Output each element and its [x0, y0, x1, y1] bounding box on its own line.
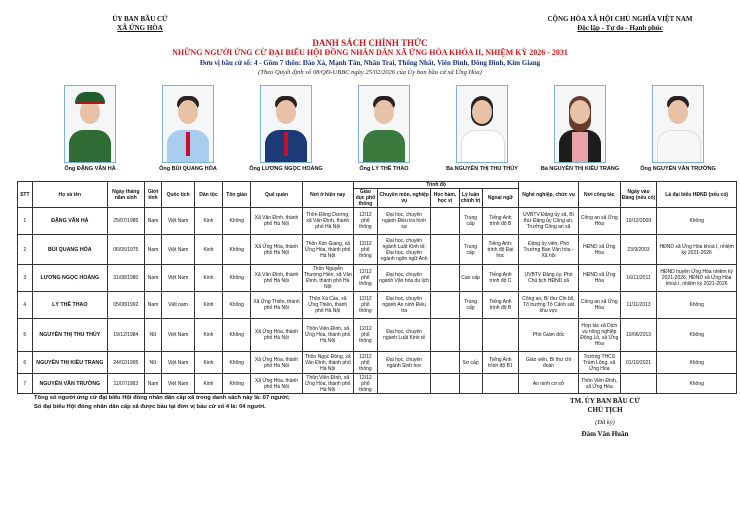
col-political: Lý luận chính trị — [459, 189, 482, 208]
cell-name: LÝ THẾ THAO — [32, 292, 107, 319]
cell-stt: 7 — [18, 374, 33, 394]
cell-hometown: Xã Ứng Hòa, thành phố Hà Nội — [251, 352, 302, 374]
cell-language: Tiếng Anh: trình độ Đại học — [482, 235, 519, 265]
candidate-table — [17, 181, 737, 394]
cell-general-edu: 12/12 phổ thông — [353, 352, 377, 374]
cell-workplace: Công an xã Ứng Hòa — [578, 208, 620, 235]
cell-delegate: Không — [657, 292, 737, 319]
document-subtitle: NHỮNG NGƯỜI ỨNG CỬ ĐẠI BIỂU HỘI ĐỒNG NHÂN DÂN XÃ ỨNG HÒA KHÓA II, NHIỆM KỲ 2026 - 2031 — [172, 48, 568, 57]
cell-party-date: 11/11/2013 — [620, 292, 657, 319]
cell-occupation: UVBTV Đảng ủy xã, Bí thư Đảng ủy Công an, Trưởng Công an xã — [519, 208, 579, 235]
cell-nationality: Việt Nam — [162, 374, 194, 394]
cell-ethnicity: Kinh — [194, 235, 222, 265]
cell-occupation: UVBTV Đảng ủy, Phó Chủ tịch HĐND xã — [519, 265, 579, 292]
candidate-photo-card — [628, 85, 728, 172]
candidate-portrait — [554, 85, 606, 163]
cell-residence: Thôn Xà Cầu, xã Ứng Thiên, thành phố Hà Nội — [302, 292, 353, 319]
candidate-caption: Ông ĐẶNG VĂN HÀ — [64, 166, 116, 172]
issuer-header — [80, 15, 200, 33]
cell-workplace: HĐND xã Ứng Hòa — [578, 265, 620, 292]
cell-language — [482, 374, 519, 394]
cell-gender: Nữ — [144, 352, 162, 374]
cell-name: NGUYỄN THỊ THU THỦY — [32, 319, 107, 352]
cell-political: Sơ cấp — [459, 352, 482, 374]
cell-language: Tiếng Anh trình độ B — [482, 208, 519, 235]
cell-general-edu: 12/12 phổ thông — [353, 374, 377, 394]
cell-dob: 05/08/1992 — [107, 292, 144, 319]
cell-gender: Nam — [144, 235, 162, 265]
col-stt: STT — [18, 182, 33, 208]
col-gender: Giới tính — [144, 182, 162, 208]
cell-party-date: 01/10/2021 — [620, 352, 657, 374]
cell-academic — [431, 374, 459, 394]
col-language: Ngoại ngữ — [482, 189, 519, 208]
cell-specialty: Đại học, chuyên ngành Luật Kinh tế; Đại học, chuyên ngành ngôn ngữ Anh — [377, 235, 430, 265]
cell-political: Trung cấp — [459, 292, 482, 319]
col-general-edu: Giáo dục phổ thông — [353, 189, 377, 208]
cell-nationality: Việt Nam — [162, 265, 194, 292]
candidate-photos — [40, 85, 716, 175]
cell-language: Tiếng Anh trình độ B — [482, 292, 519, 319]
cell-delegate: Không — [657, 208, 737, 235]
col-nationality: Quốc tịch — [162, 182, 194, 208]
cell-language: Tiếng Anh trình độ B1 — [482, 352, 519, 374]
cell-religion: Không — [223, 208, 251, 235]
cell-workplace: Hợp tác xã Dịch vụ nông nghiệp Đông Lỗ, xã Ứng Hòa — [578, 319, 620, 352]
cell-academic — [431, 235, 459, 265]
cell-dob: 19/12/1984 — [107, 319, 144, 352]
cell-academic — [431, 208, 459, 235]
cell-political: Cao cấp — [459, 265, 482, 292]
cell-delegate: HĐND huyện Ứng Hòa nhiệm kỳ 2021-2026; HĐND xã Ứng Hòa khoá I, nhiệm kỳ 2021-2026 — [657, 265, 737, 292]
signature-org: TM. ỦY BAN BẦU CỬ — [569, 397, 641, 405]
cell-occupation: Đảng ủy viên, Phó Trưởng Ban Văn hóa - Xã hội — [519, 235, 579, 265]
cell-stt: 2 — [18, 235, 33, 265]
cell-dob: 24/02/1995 — [107, 352, 144, 374]
cell-name: ĐẶNG VĂN HÀ — [32, 208, 107, 235]
cell-political — [459, 374, 482, 394]
cell-name: LƯƠNG NGỌC HOÀNG — [32, 265, 107, 292]
candidate-photo-card — [530, 85, 630, 172]
cell-academic — [431, 352, 459, 374]
issuer-line-1: ỦY BAN BẦU CỬ — [112, 15, 168, 23]
cell-specialty: Đại học, chuyên ngành Điều tra hình sự — [377, 208, 430, 235]
cell-religion: Không — [223, 374, 251, 394]
cell-gender: Nam — [144, 265, 162, 292]
national-title: CỘNG HÒA XÃ HỘI CHỦ NGHĨA VIỆT NAM — [547, 15, 693, 23]
table-row — [18, 352, 737, 374]
cell-delegate: Không — [657, 319, 737, 352]
cell-dob: 31/08/1980 — [107, 265, 144, 292]
col-religion: Tôn giáo — [223, 182, 251, 208]
document-title: DANH SÁCH CHÍNH THỨC — [312, 38, 428, 48]
col-education-group: Trình độ — [353, 182, 518, 189]
cell-stt: 4 — [18, 292, 33, 319]
cell-ethnicity: Kinh — [194, 352, 222, 374]
cell-occupation: Giáo viên, Bí thư chi đoàn — [519, 352, 579, 374]
cell-stt: 3 — [18, 265, 33, 292]
cell-political: Trung cấp — [459, 208, 482, 235]
signature-block — [520, 397, 690, 439]
cell-name: NGUYỄN VĂN TRƯỜNG — [32, 374, 107, 394]
candidate-portrait — [456, 85, 508, 163]
summary-notes — [34, 394, 290, 411]
cell-gender: Nam — [144, 292, 162, 319]
cell-ethnicity: Kinh — [194, 265, 222, 292]
constituency-info: Đơn vị bầu cử số: 4 - Gồm 7 thôn: Đào Xá, Mạnh Tân, Nhân Trai, Thống Nhất, Viên Đình, Đông Đình, Kim Giang — [199, 59, 541, 67]
cell-residence: Thôn Ngọc Động, xã Vân Đình, thành phố Hà Nội — [302, 352, 353, 374]
candidate-portrait — [64, 85, 116, 163]
cell-religion: Không — [223, 235, 251, 265]
candidate-photo-card — [334, 85, 434, 172]
cell-specialty: Đại học, chuyên ngành Luật Kinh tế — [377, 319, 430, 352]
cell-name: NGUYỄN THỊ KIỀU TRANG — [32, 352, 107, 374]
cell-general-edu: 12/12 phổ thông — [353, 292, 377, 319]
col-party-date: Ngày vào Đảng (nếu có) — [620, 182, 657, 208]
cell-nationality: Việt Nam — [162, 235, 194, 265]
cell-occupation: Công an, Bí thư Chi bộ, Tổ trưởng Tổ Cảnh sát khu vực — [519, 292, 579, 319]
col-dob: Ngày tháng năm sinh — [107, 182, 144, 208]
candidate-caption: Ông NGUYỄN VĂN TRƯỜNG — [640, 166, 716, 172]
candidate-portrait — [358, 85, 410, 163]
candidate-portrait — [260, 85, 312, 163]
national-motto: Độc lập - Tự do - Hạnh phúc — [577, 24, 663, 32]
cell-general-edu: 12/12 phổ thông — [353, 235, 377, 265]
cell-workplace: HĐND xã Ứng Hòa — [578, 235, 620, 265]
cell-gender: Nữ — [144, 319, 162, 352]
table-row — [18, 208, 737, 235]
candidate-portrait — [652, 85, 704, 163]
cell-residence: Thôn Viên Đình, xã Ứng Hòa, thành phố Hà Nội — [302, 374, 353, 394]
seats-note: Số đại biểu Hội đồng nhân dân cấp xã được bầu tại đơn vị bầu cử số 4 là: 04 người. — [34, 403, 266, 410]
cell-delegate: Không — [657, 352, 737, 374]
cell-nationality: Việt Nam — [162, 352, 194, 374]
cell-workplace: Công an xã Ứng Hòa — [578, 292, 620, 319]
cell-delegate: HĐND xã Ứng Hòa khoá I, nhiệm kỳ 2021-2026 — [657, 235, 737, 265]
cell-specialty: Đại học, chuyên ngành An ninh Điều tra — [377, 292, 430, 319]
cell-residence: Thôn Nguyễn Thượng Hiền, xã Vân Đình, thành phố Hà Nội — [303, 266, 352, 290]
candidate-portrait — [162, 85, 214, 163]
cell-dob: 11/07/1983 — [107, 374, 144, 394]
cell-party-date: 10/12/2009 — [620, 208, 657, 235]
cell-nationality: Việt nam — [162, 292, 194, 319]
cell-gender: Nam — [144, 208, 162, 235]
cell-nationality: Việt Nam — [162, 319, 194, 352]
cell-political — [459, 319, 482, 352]
cell-ethnicity: Kinh — [194, 208, 222, 235]
candidate-photo-card — [236, 85, 336, 172]
table-row — [18, 292, 737, 319]
cell-hometown: Xã Vân Đình, thành phố Hà Nội — [251, 265, 302, 292]
cell-delegate: Không — [657, 374, 737, 394]
candidate-caption: Ông BÙI QUANG HÒA — [159, 166, 217, 172]
cell-stt: 1 — [18, 208, 33, 235]
table-row — [18, 374, 737, 394]
cell-hometown: Xã Ứng Thiên, thành phố Hà Nội — [251, 292, 302, 319]
cell-occupation: An ninh cơ sở — [519, 374, 579, 394]
col-workplace: Nơi công tác — [578, 182, 620, 208]
cell-residence: Thôn Đông Dương, xã Vân Đình, thành phố Hà Nội — [302, 208, 353, 235]
cell-language: Tiếng Anh trình độ C — [482, 265, 519, 292]
cell-ethnicity: Kinh — [194, 292, 222, 319]
cell-occupation: Phó Giám đốc — [519, 319, 579, 352]
signatory-name: Đàm Văn Huân — [581, 430, 629, 438]
cell-party-date: 10/06/2013 — [620, 319, 657, 352]
total-candidates-note: Tổng số người ứng cử đại biểu Hội đồng nhân dân cấp xã trong danh sách này là: 07 người; — [34, 395, 290, 401]
table-row — [18, 235, 737, 265]
table-row — [18, 319, 737, 352]
cell-stt: 5 — [18, 319, 33, 352]
cell-workplace: Trường THCS Trầm Lộng, xã Ứng Hòa — [578, 352, 620, 374]
candidate-caption: Ông LÝ THẾ THAO — [359, 166, 409, 172]
candidate-caption: Bà NGUYỄN THỊ THU THỦY — [446, 166, 518, 172]
cell-political: Trung cấp — [459, 235, 482, 265]
col-delegate: Là đại biểu HĐND (nếu có) — [657, 182, 737, 208]
cell-general-edu: 12/12 phổ thông — [353, 208, 377, 235]
issuer-line-2: XÃ ỨNG HÒA — [117, 24, 163, 32]
cell-academic — [431, 265, 459, 292]
signature-role: CHỦ TỊCH — [587, 406, 623, 414]
cell-workplace: Thôn Viên Đình, xã Ứng Hòa — [578, 374, 620, 394]
cell-ethnicity: Kinh — [194, 319, 222, 352]
cell-specialty: Đại học, chuyên ngành Sinh học — [377, 352, 430, 374]
candidate-caption: Bà NGUYỄN THỊ KIỀU TRANG — [540, 166, 620, 172]
cell-party-date: 16/11/2011 — [620, 265, 657, 292]
candidate-photo-card — [138, 85, 238, 172]
col-academic: Học hàm, học vị — [431, 189, 459, 208]
cell-residence: Thôn Kim Giang, xã Ứng Hòa, thành phố Hà Nội — [302, 235, 353, 265]
cell-dob: 25/07/1985 — [107, 208, 144, 235]
candidate-caption: Ông LƯƠNG NGỌC HOÀNG — [249, 166, 323, 172]
cell-language — [482, 319, 519, 352]
cell-hometown: Xã Vân Đình, thành phố Hà Nội — [251, 208, 302, 235]
cell-gender: Nam — [144, 374, 162, 394]
cell-party-date: 23/9/2003 — [620, 235, 657, 265]
document-titles — [120, 38, 620, 77]
col-hometown: Quê quán — [251, 182, 302, 208]
table-row — [18, 265, 737, 292]
col-name: Họ và tên — [32, 182, 107, 208]
national-header — [500, 15, 740, 33]
cell-hometown: Xã Ứng Hòa, thành phố Hà Nội — [251, 235, 302, 265]
cell-religion: Không — [223, 265, 251, 292]
cell-academic — [431, 292, 459, 319]
cell-religion: Không — [223, 292, 251, 319]
decision-reference: (Theo Quyết định số 08/QĐ-UBBC ngày 25/02/2026 của Ủy ban bầu cử xã Ứng Hòa) — [258, 69, 482, 76]
cell-religion: Không — [223, 352, 251, 374]
col-occupation: Nghề nghiệp, chức vụ — [519, 182, 579, 208]
col-ethnicity: Dân tộc — [194, 182, 222, 208]
cell-specialty — [377, 374, 430, 394]
cell-specialty: Đại học, chuyên ngành Văn hóa du lịch — [377, 265, 430, 292]
cell-stt: 6 — [18, 352, 33, 374]
cell-general-edu: 12/12 phổ thông — [353, 265, 377, 292]
cell-ethnicity: Kinh — [194, 374, 222, 394]
signature-status: (Đã ký) — [595, 419, 615, 426]
candidate-photo-card — [432, 85, 532, 172]
cell-academic — [431, 319, 459, 352]
cell-name: BÙI QUANG HÒA — [32, 235, 107, 265]
cell-residence: Thôn Viên Đình, xã Ứng Hòa, thành phố Hà Nội — [302, 319, 353, 352]
cell-dob: 06/05/1975 — [107, 235, 144, 265]
cell-religion: Không — [223, 319, 251, 352]
candidate-photo-card — [40, 85, 140, 172]
cell-hometown: Xã Ứng Hòa, thành phố Hà Nội — [251, 374, 302, 394]
col-residence: Nơi ở hiện nay — [302, 182, 353, 208]
col-specialty: Chuyên môn, nghiệp vụ — [377, 189, 430, 208]
cell-party-date — [620, 374, 657, 394]
cell-general-edu: 12/12 phổ thông — [353, 319, 377, 352]
cell-hometown: Xã Ứng Hòa, thành phố Hà Nội — [251, 319, 302, 352]
cell-nationality: Việt Nam — [162, 208, 194, 235]
